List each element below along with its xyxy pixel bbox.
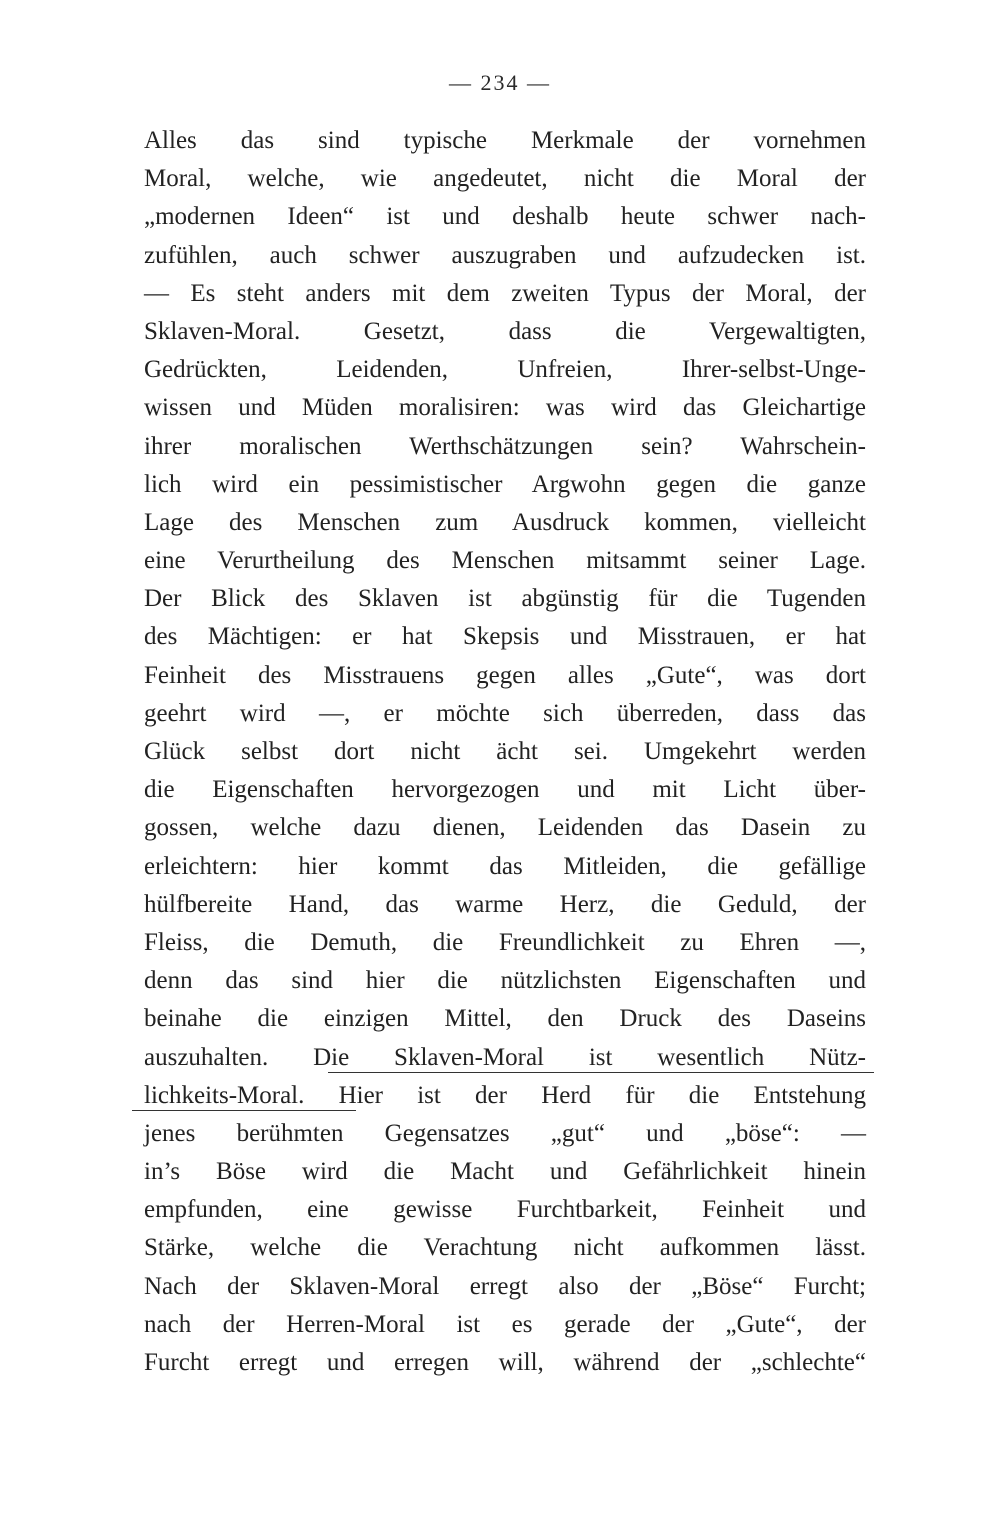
text-line: ihrer moralischen Werthschätzungen sein? Wahrschein- — [144, 432, 866, 460]
text-line: hülfbereite Hand, das warme Herz, die Geduld, der — [144, 890, 866, 918]
text-line: Nach der Sklaven-Moral erregt also der „Böse“ Furcht; — [144, 1272, 866, 1300]
text-line: nach der Herren-Moral ist es gerade der „Gute“, der — [144, 1310, 866, 1338]
handwritten-underline — [328, 1072, 874, 1073]
text-line: geehrt wird —, er möchte sich überreden, dass das — [144, 699, 866, 727]
text-line: in’s Böse wird die Macht und Gefährlichkeit hinein — [144, 1158, 866, 1186]
text-line: beinahe die einzigen Mittel, den Druck des Daseins — [144, 1005, 866, 1033]
text-line: Der Blick des Sklaven ist abgünstig für die Tugenden — [144, 585, 866, 613]
text-line: — Es steht anders mit dem zweiten Typus der Moral, der — [144, 279, 866, 307]
handwritten-underline — [132, 1110, 356, 1111]
text-line: eine Verurtheilung des Menschen mitsammt seiner Lage. — [144, 547, 866, 575]
text-line: auszuhalten. Die Sklaven-Moral ist wesentlich Nütz- — [144, 1043, 866, 1071]
text-line: Gedrückten, Leidenden, Unfreien, Ihrer-selbst-Unge- — [144, 356, 866, 384]
text-line: Stärke, welche die Verachtung nicht aufkommen lässt. — [144, 1234, 866, 1262]
text-line: gossen, welche dazu dienen, Leidenden das Dasein zu — [144, 814, 866, 842]
text-line: Glück selbst dort nicht ächt sei. Umgekehrt werden — [144, 738, 866, 765]
text-line: Feinheit des Misstrauens gegen alles „Gute“, was dort — [144, 661, 866, 689]
text-line: Fleiss, die Demuth, die Freundlichkeit zu Ehren —, — [144, 928, 866, 956]
text-line: Furcht erregt und erregen will, während der „schlechte“ — [144, 1349, 866, 1376]
text-line: empfunden, eine gewisse Furchtbarkeit, Feinheit und — [144, 1196, 866, 1224]
page-number: — 234 — — [449, 70, 551, 95]
text-line: des Mächtigen: er hat Skepsis und Misstrauen, er hat — [144, 623, 866, 651]
text-line: Alles das sind typische Merkmale der vornehmen — [144, 127, 866, 154]
text-line: lich wird ein pessimistischer Argwohn gegen die ganze — [144, 470, 866, 498]
text-line: denn das sind hier die nützlichsten Eigenschaften und — [144, 967, 866, 995]
text-line: Lage des Menschen zum Ausdruck kommen, vielleicht — [144, 508, 866, 536]
text-line: Moral, welche, wie angedeutet, nicht die Moral der — [144, 165, 866, 193]
text-line: erleichtern: hier kommt das Mitleiden, die gefällige — [144, 852, 866, 880]
text-line: Sklaven-Moral. Gesetzt, dass die Vergewaltigten, — [144, 317, 866, 345]
body-text — [144, 122, 866, 1382]
text-line: „modernen Ideen“ ist und deshalb heute schwer nach- — [144, 203, 866, 231]
text-line: lichkeits-Moral. Hier ist der Herd für die Entstehung — [144, 1081, 866, 1109]
text-line: zufühlen, auch schwer auszugraben und aufzudecken ist. — [144, 241, 866, 269]
text-line: die Eigenschaften hervorgezogen und mit Licht über- — [144, 776, 866, 804]
text-line: wissen und Müden moralisiren: was wird das Gleichartige — [144, 394, 866, 422]
text-line: jenes berühmten Gegensatzes „gut“ und „böse“: — — [144, 1119, 866, 1147]
